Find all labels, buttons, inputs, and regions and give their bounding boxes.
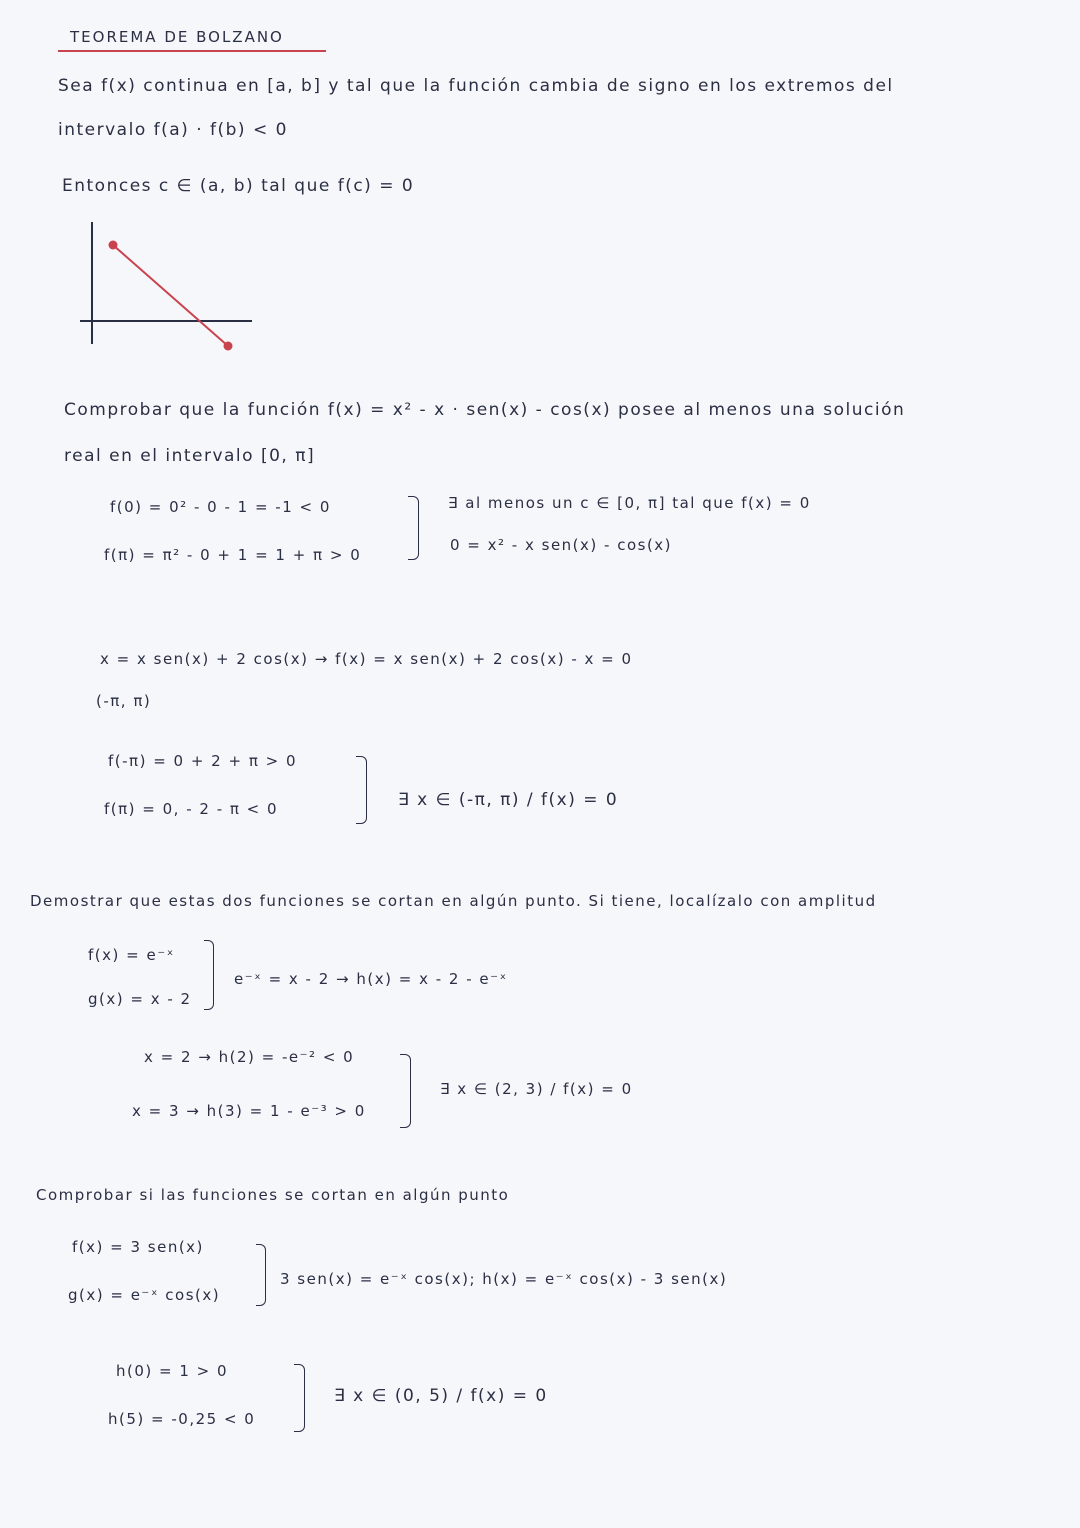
ex4-h5: h(5) = -0,25 < 0	[108, 1410, 256, 1428]
ex3-h2: x = 2 → h(2) = -e⁻² < 0	[144, 1048, 355, 1066]
ex2-equation: x = x sen(x) + 2 cos(x) → f(x) = x sen(x) + 2 cos(x) - x = 0	[100, 650, 633, 668]
ex4-g: g(x) = e⁻ˣ cos(x)	[68, 1286, 221, 1304]
ex4-equation: 3 sen(x) = e⁻ˣ cos(x); h(x) = e⁻ˣ cos(x) - 3 sen(x)	[280, 1270, 728, 1288]
ex1-statement-2: real en el intervalo [0, π]	[64, 446, 316, 466]
ex1-fpi: f(π) = π² - 0 + 1 = 1 + π > 0	[104, 546, 362, 564]
definition-line-3: Entonces c ∈ (a, b) tal que f(c) = 0	[62, 176, 415, 196]
ex4-statement: Comprobar si las funciones se cortan en algún punto	[36, 1186, 510, 1204]
page-title: TEOREMA DE BOLZANO	[70, 28, 284, 46]
ex3-g: g(x) = x - 2	[88, 990, 192, 1008]
ex3-brace-1	[204, 940, 214, 1010]
bolzano-sketch	[76, 218, 260, 354]
definition-line-1: Sea f(x) continua en [a, b] y tal que la función cambia de signo en los extremos del	[58, 76, 894, 96]
ex1-conclusion-2: 0 = x² - x sen(x) - cos(x)	[450, 536, 673, 554]
sketch-function-line	[113, 245, 228, 346]
definition-line-2: intervalo f(a) · f(b) < 0	[58, 120, 288, 140]
ex3-equation: e⁻ˣ = x - 2 → h(x) = x - 2 - e⁻ˣ	[234, 970, 508, 988]
ex4-h0: h(0) = 1 > 0	[116, 1362, 229, 1380]
ex4-brace-2	[294, 1364, 305, 1432]
ex2-conclusion: ∃ x ∈ (-π, π) / f(x) = 0	[398, 790, 619, 810]
ex2-f-minus-pi: f(-π) = 0 + 2 + π > 0	[108, 752, 298, 770]
ex3-statement: Demostrar que estas dos funciones se cortan en algún punto. Si tiene, localízalo con amplitud	[30, 892, 877, 910]
ex2-f-pi: f(π) = 0, - 2 - π < 0	[104, 800, 279, 818]
ex1-brace	[408, 496, 419, 560]
ex3-brace-2	[400, 1054, 411, 1128]
ex2-interval: (-π, π)	[96, 692, 152, 710]
ex1-conclusion-1: ∃ al menos un c ∈ [0, π] tal que f(x) = 0	[448, 494, 811, 512]
ex1-f0: f(0) = 0² - 0 - 1 = -1 < 0	[110, 498, 331, 516]
sketch-end-point	[224, 342, 233, 351]
ex3-conclusion: ∃ x ∈ (2, 3) / f(x) = 0	[440, 1080, 633, 1098]
ex1-statement-1: Comprobar que la función f(x) = x² - x · sen(x) - cos(x) posee al menos una solución	[64, 400, 906, 420]
title-underline	[58, 50, 326, 52]
ex4-f: f(x) = 3 sen(x)	[72, 1238, 204, 1256]
ex4-conclusion: ∃ x ∈ (0, 5) / f(x) = 0	[334, 1386, 548, 1406]
sketch-start-point	[109, 241, 118, 250]
ex4-brace-1	[256, 1244, 266, 1306]
ex2-brace	[356, 756, 367, 824]
ex3-f: f(x) = e⁻ˣ	[88, 946, 175, 964]
ex3-h3: x = 3 → h(3) = 1 - e⁻³ > 0	[132, 1102, 366, 1120]
